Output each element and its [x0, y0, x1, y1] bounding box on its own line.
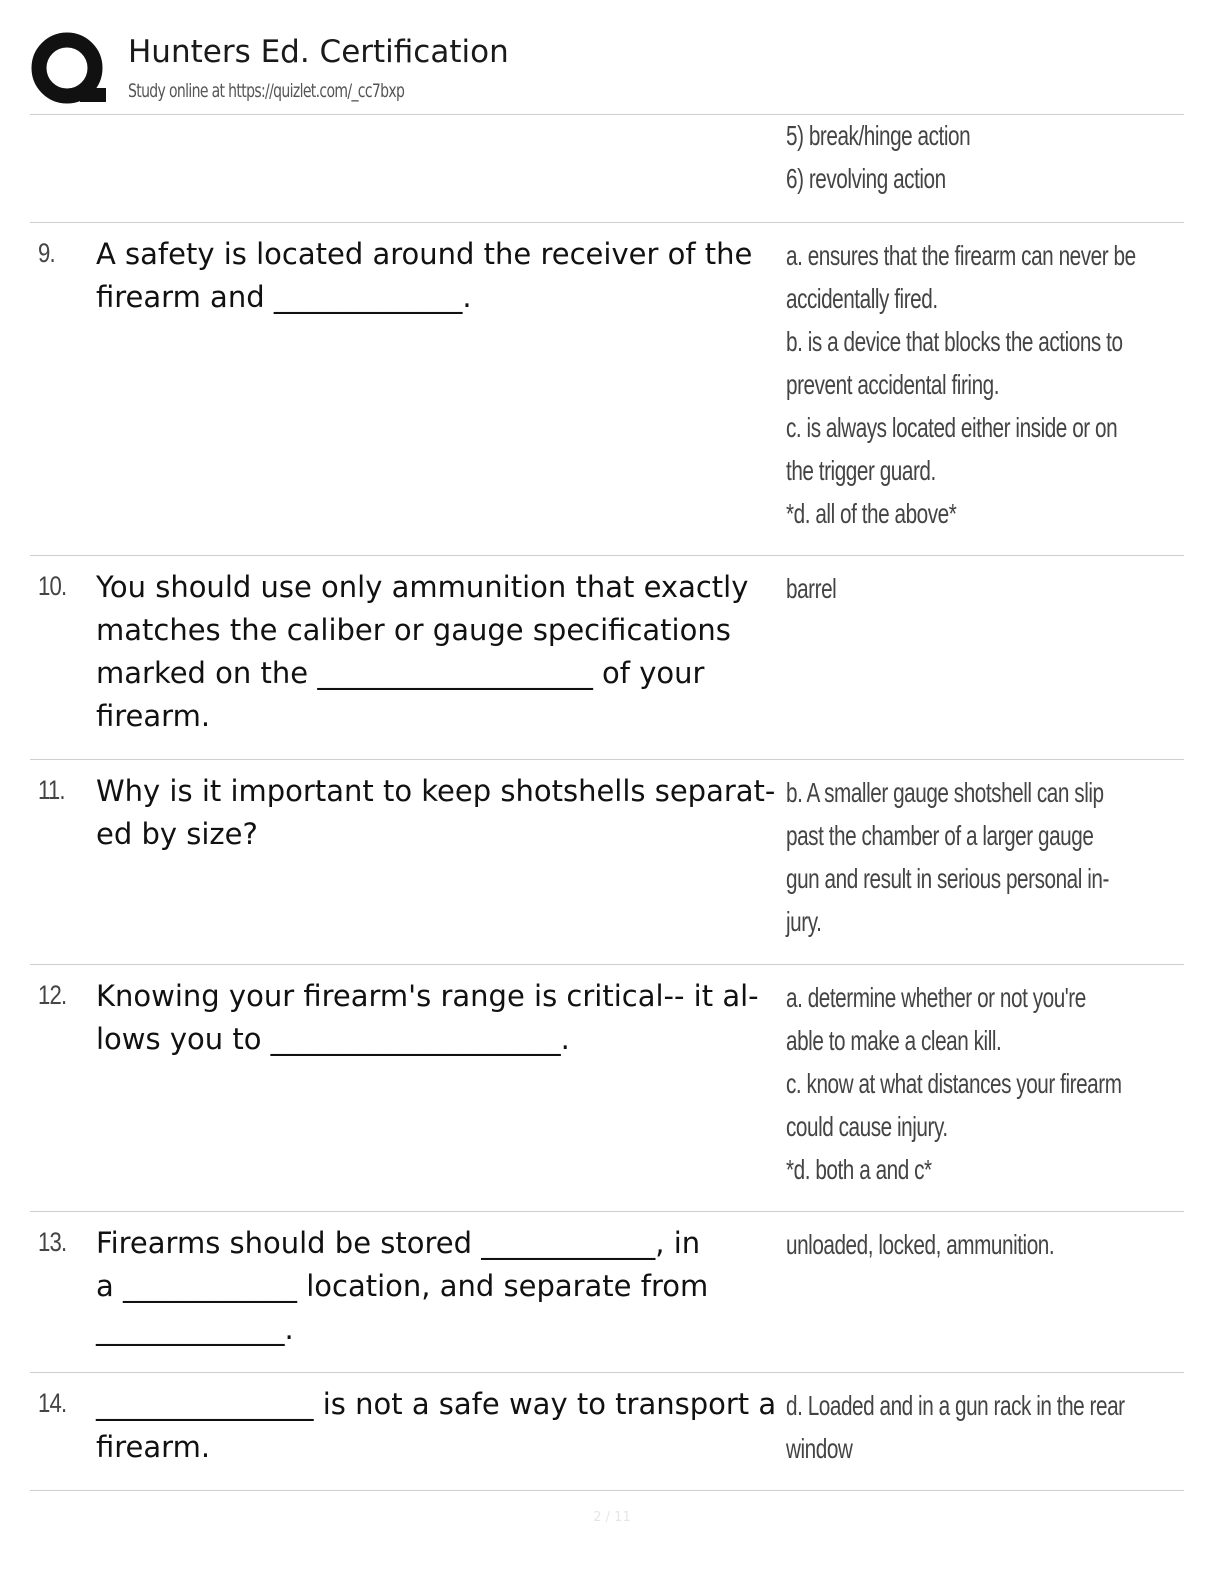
card-answer: [786, 1223, 1200, 1266]
question-line: ed by size?: [96, 817, 258, 851]
document-title: Hunters Ed. Certification: [128, 34, 509, 70]
card-answer: [786, 1384, 1200, 1470]
answer-line: b. A smaller gauge shotshell can slip: [786, 777, 1104, 808]
card-question: [96, 770, 786, 856]
answer-line: jury.: [786, 906, 822, 937]
question-line: You should use only ammunition that exactly: [96, 570, 749, 604]
answer-line: past the chamber of a larger gauge: [786, 820, 1094, 851]
card-number: 11.: [38, 775, 65, 805]
divider: [30, 964, 1184, 965]
question-line: Knowing your firearm's range is critical-- it al-: [96, 979, 759, 1013]
divider: [30, 1211, 1184, 1212]
divider: [30, 759, 1184, 760]
quizlet-logo: [30, 30, 110, 110]
question-line: marked on the ___________________ of your: [96, 656, 705, 690]
card-question: [96, 233, 786, 319]
question-line: Firearms should be stored ____________, in: [96, 1226, 701, 1260]
card-number: 13.: [38, 1227, 67, 1257]
question-line: a ____________ location, and separate from: [96, 1269, 709, 1303]
question-line: _____________.: [96, 1312, 294, 1346]
divider: [30, 1372, 1184, 1373]
card-answer: [786, 976, 1200, 1191]
answer-line: a. determine whether or not you're: [786, 982, 1086, 1013]
answer-line: the trigger guard.: [786, 455, 936, 486]
answer-line: unloaded, locked, ammunition.: [786, 1229, 1055, 1260]
card-answer: [786, 234, 1200, 535]
card-question: [96, 1383, 786, 1469]
answer-line: c. is always located either inside or on: [786, 412, 1118, 443]
question-line: firearm and _____________.: [96, 280, 472, 314]
divider: [30, 555, 1184, 556]
card-number: 14.: [38, 1388, 67, 1418]
question-line: A safety is located around the receiver of the: [96, 237, 753, 271]
question-line: _______________ is not a safe way to transport a: [96, 1387, 777, 1421]
question-line: firearm.: [96, 699, 211, 733]
card-answer: [786, 567, 1200, 610]
answer-line: *d. both a and c*: [786, 1154, 932, 1185]
card-question: [96, 566, 786, 738]
question-line: matches the caliber or gauge specifications: [96, 613, 731, 647]
answer-line: 6) revolving action: [786, 163, 946, 194]
page-number: 2 / 11: [593, 1510, 631, 1525]
answer-line: *d. all of the above*: [786, 498, 957, 529]
answer-line: 5) break/hinge action: [786, 120, 971, 151]
answer-line: d. Loaded and in a gun rack in the rear: [786, 1390, 1125, 1421]
answer-line: accidentally fired.: [786, 283, 938, 314]
divider: [30, 222, 1184, 223]
answer-line: able to make a clean kill.: [786, 1025, 1002, 1056]
card-answer: [786, 771, 1200, 943]
answer-line: a. ensures that the firearm can never be: [786, 240, 1136, 271]
card-number: 12.: [38, 980, 67, 1010]
divider: [30, 1490, 1184, 1491]
question-line: lows you to ____________________.: [96, 1022, 570, 1056]
answer-line: prevent accidental firing.: [786, 369, 1000, 400]
answer-line: could cause injury.: [786, 1111, 948, 1142]
page-header: [30, 28, 1184, 114]
card-question: [96, 1222, 786, 1351]
card-question: [96, 975, 786, 1061]
question-line: Why is it important to keep shotshells separat-: [96, 774, 776, 808]
study-online-link[interactable]: Study online at https://quizlet.com/_cc7bxp: [128, 80, 405, 102]
answer-line: window: [786, 1433, 853, 1464]
question-line: firearm.: [96, 1430, 211, 1464]
answer-line: gun and result in serious personal in-: [786, 863, 1109, 894]
answer-line: c. know at what distances your firearm: [786, 1068, 1122, 1099]
answer-line: barrel: [786, 573, 837, 604]
card-number: 10.: [38, 571, 67, 601]
card-number: 9.: [38, 238, 55, 268]
carryover-answer: [786, 114, 1200, 200]
answer-line: b. is a device that blocks the actions to: [786, 326, 1123, 357]
